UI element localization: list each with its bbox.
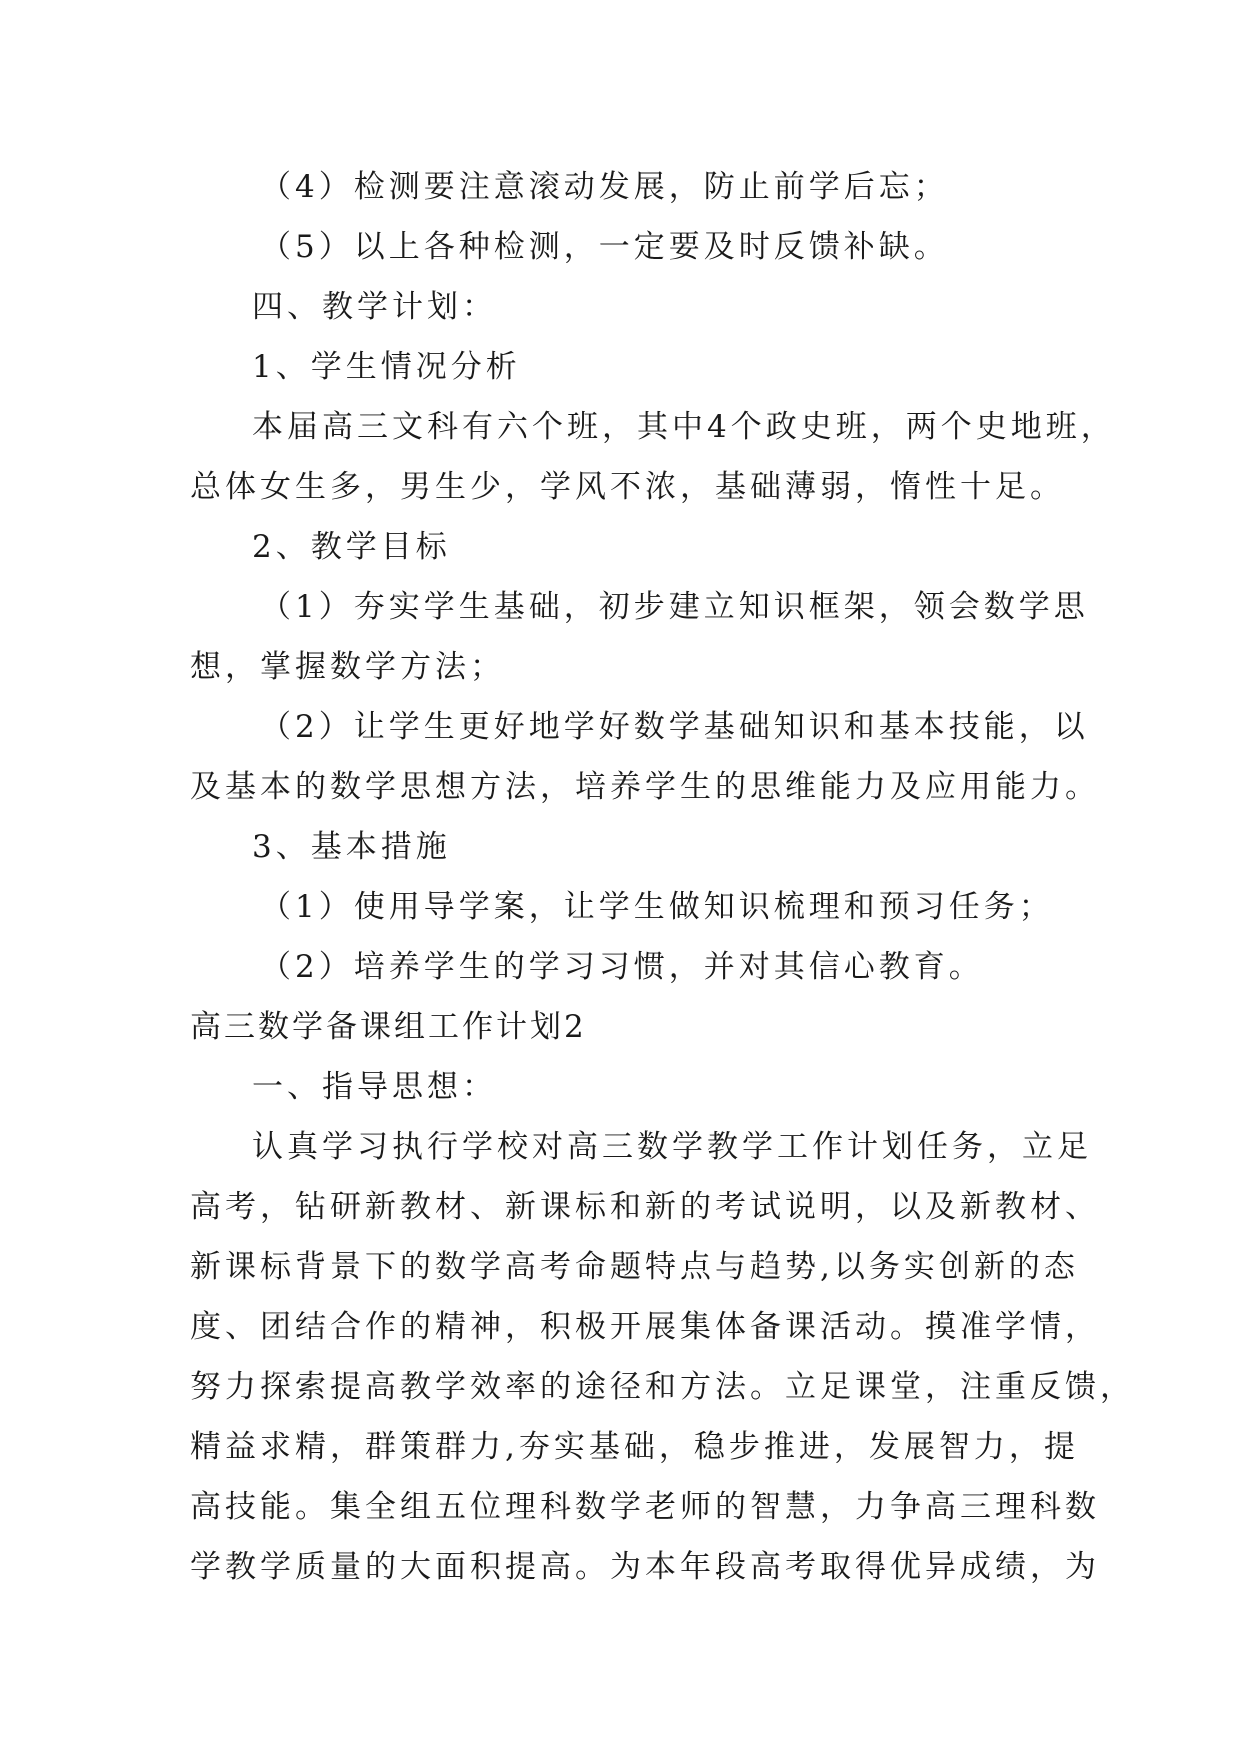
paragraph-line: 总体女生多，男生少，学风不浓，基础薄弱，惰性十足。 — [190, 469, 1065, 505]
paragraph-line: 高技能。集全组五位理科数学老师的智慧，力争高三理科数 — [190, 1489, 1100, 1525]
paragraph-line: （1）使用导学案，让学生做知识梳理和预习任务； — [260, 889, 1054, 925]
paragraph-line: 高考，钻研新教材、新课标和新的考试说明，以及新教材、 — [190, 1189, 1100, 1225]
paragraph-line: 及基本的数学思想方法，培养学生的思维能力及应用能力。 — [190, 769, 1100, 805]
paragraph-line: （5）以上各种检测，一定要及时反馈补缺。 — [260, 229, 949, 265]
document-body — [190, 157, 1135, 1597]
paragraph-line: 度、团结合作的精神，积极开展集体备课活动。摸准学情， — [190, 1309, 1100, 1345]
paragraph-line: 认真学习执行学校对高三数学教学工作计划任务，立足 — [252, 1129, 1092, 1165]
paragraph-line: 学教学质量的大面积提高。为本年段高考取得优异成绩，为 — [190, 1549, 1100, 1585]
paragraph-line: （4）检测要注意滚动发展，防止前学后忘； — [260, 169, 949, 205]
subsection-heading: 3、基本措施 — [252, 829, 451, 865]
paragraph-line: 努力探索提高教学效率的途径和方法。立足课堂，注重反馈， — [190, 1369, 1135, 1405]
section-heading: 四、教学计划： — [252, 289, 497, 325]
paragraph-line: （2）培养学生的学习习惯，并对其信心教育。 — [260, 949, 984, 985]
paragraph-line: （2）让学生更好地学好数学基础知识和基本技能，以 — [260, 709, 1089, 745]
section-heading: 一、指导思想： — [252, 1069, 497, 1105]
subsection-heading: 1、学生情况分析 — [252, 349, 521, 385]
document-title: 高三数学备课组工作计划2 — [190, 1009, 587, 1045]
paragraph-line: 新课标背景下的数学高考命题特点与趋势,以务实创新的态 — [190, 1249, 1079, 1285]
subsection-heading: 2、教学目标 — [252, 529, 451, 565]
paragraph-line: （1）夯实学生基础，初步建立知识框架，领会数学思 — [260, 589, 1089, 625]
paragraph-line: 想，掌握数学方法； — [190, 649, 505, 685]
paragraph-line: 精益求精，群策群力,夯实基础，稳步推进，发展智力，提 — [190, 1429, 1079, 1465]
paragraph-line: 本届高三文科有六个班，其中4个政史班，两个史地班， — [252, 409, 1116, 445]
